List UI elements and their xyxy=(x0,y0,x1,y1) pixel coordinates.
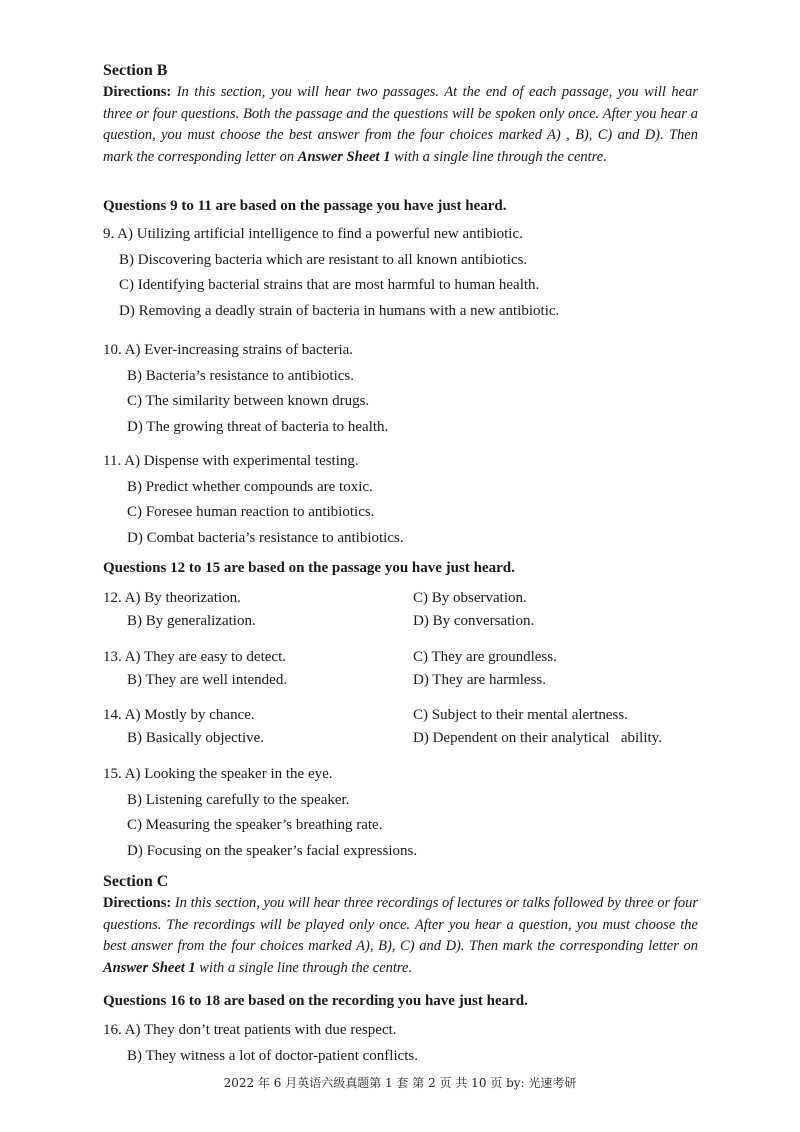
q13-option-a: 13. A) They are easy to detect. xyxy=(103,649,286,665)
question-15 xyxy=(103,762,417,864)
question-14 xyxy=(103,704,703,749)
q10-option-b: B) Bacteria’s resistance to antibiotics. xyxy=(127,367,355,384)
group-12-15-heading: Questions 12 to 15 are based on the passage you have just heard. xyxy=(103,560,515,576)
directions-text: In this section, you will hear two passages. At the end of each passage, you will hear three or four questions. Both the passage and the questions will be spoken only once. After you hear a question, you must choose the best answer from the four choices marked A) , B), C) and D). Then mark the corresponding letter on xyxy=(103,84,698,165)
q13-option-b: B) They are well intended. xyxy=(127,671,288,688)
directions-text-end: with a single line through the centre. xyxy=(390,148,607,165)
q10-option-c: C) The similarity between known drugs. xyxy=(127,393,370,409)
answer-sheet-ref: Answer Sheet 1 xyxy=(297,148,391,165)
q9-option-b: B) Discovering bacteria which are resistant to all known antibiotics. xyxy=(119,251,528,268)
question-12 xyxy=(103,587,703,632)
group-9-11-heading: Questions 9 to 11 are based on the passage you have just heard. xyxy=(103,198,507,214)
section-b xyxy=(103,60,698,168)
question-10 xyxy=(103,338,388,440)
q9-option-d: D) Removing a deadly strain of bacteria in humans with a new antibiotic. xyxy=(119,302,560,319)
q15-option-b: B) Listening carefully to the speaker. xyxy=(127,791,350,808)
section-c xyxy=(103,871,698,979)
q16-option-b: B) They witness a lot of doctor-patient conflicts. xyxy=(127,1047,419,1064)
q12-option-c: C) By observation. xyxy=(413,590,527,606)
directions-text: In this section, you will hear three recordings of lectures or talks followed by three or four questions. The recordings will be played only once. After you hear a question, you must choose the best answer from the four choices marked A), B), C) and D). Then mark the corresponding letter on xyxy=(103,895,698,954)
page-footer: 2022 年 6 月英语六级真题第 1 套 第 2 页 共 10 页 by: 光速考研 xyxy=(223,1076,577,1090)
answer-sheet-ref: Answer Sheet 1 xyxy=(103,959,196,976)
group-16-18-heading: Questions 16 to 18 are based on the recording you have just heard. xyxy=(103,993,528,1009)
q15-option-d: D) Focusing on the speaker’s facial expressions. xyxy=(127,842,418,859)
q15-option-c: C) Measuring the speaker’s breathing rate. xyxy=(127,817,383,833)
q11-option-b: B) Predict whether compounds are toxic. xyxy=(127,478,373,495)
q11-option-c: C) Foresee human reaction to antibiotics. xyxy=(127,504,375,520)
section-c-directions xyxy=(103,893,698,979)
q13-option-d: D) They are harmless. xyxy=(413,671,547,688)
q13-option-c: C) They are groundless. xyxy=(413,649,557,665)
q11-option-d: D) Combat bacteria’s resistance to antibiotics. xyxy=(127,529,404,546)
section-c-title: Section C xyxy=(103,873,169,890)
directions-label: Directions: xyxy=(103,84,172,100)
q10-option-a: 10. A) Ever-increasing strains of bacteria. xyxy=(103,342,354,358)
q16-option-a: 16. A) They don’t treat patients with due respect. xyxy=(103,1022,397,1038)
q12-option-d: D) By conversation. xyxy=(413,612,535,629)
q12-option-b: B) By generalization. xyxy=(127,612,256,629)
q12-option-a: 12. A) By theorization. xyxy=(103,590,241,606)
q14-option-b: B) Basically objective. xyxy=(127,729,265,746)
q14-option-a: 14. A) Mostly by chance. xyxy=(103,707,255,723)
q10-option-d: D) The growing threat of bacteria to health. xyxy=(127,418,389,435)
q9-option-c: C) Identifying bacterial strains that are most harmful to human health. xyxy=(119,277,540,293)
question-11 xyxy=(103,449,404,551)
q15-option-a: 15. A) Looking the speaker in the eye. xyxy=(103,766,333,782)
directions-text-end: with a single line through the centre. xyxy=(195,959,413,976)
q9-option-a: 9. A) Utilizing artificial intelligence to find a powerful new antibiotic. xyxy=(103,226,523,242)
section-b-directions xyxy=(103,82,698,168)
q14-option-c: C) Subject to their mental alertness. xyxy=(413,707,628,723)
question-9 xyxy=(103,222,559,324)
q11-option-a: 11. A) Dispense with experimental testing. xyxy=(103,453,359,469)
directions-label: Directions: xyxy=(103,895,172,911)
q14-option-d: D) Dependent on their analytical ability. xyxy=(413,729,662,746)
section-b-title: Section B xyxy=(103,62,168,79)
question-16 xyxy=(103,1018,418,1069)
question-13 xyxy=(103,646,703,691)
